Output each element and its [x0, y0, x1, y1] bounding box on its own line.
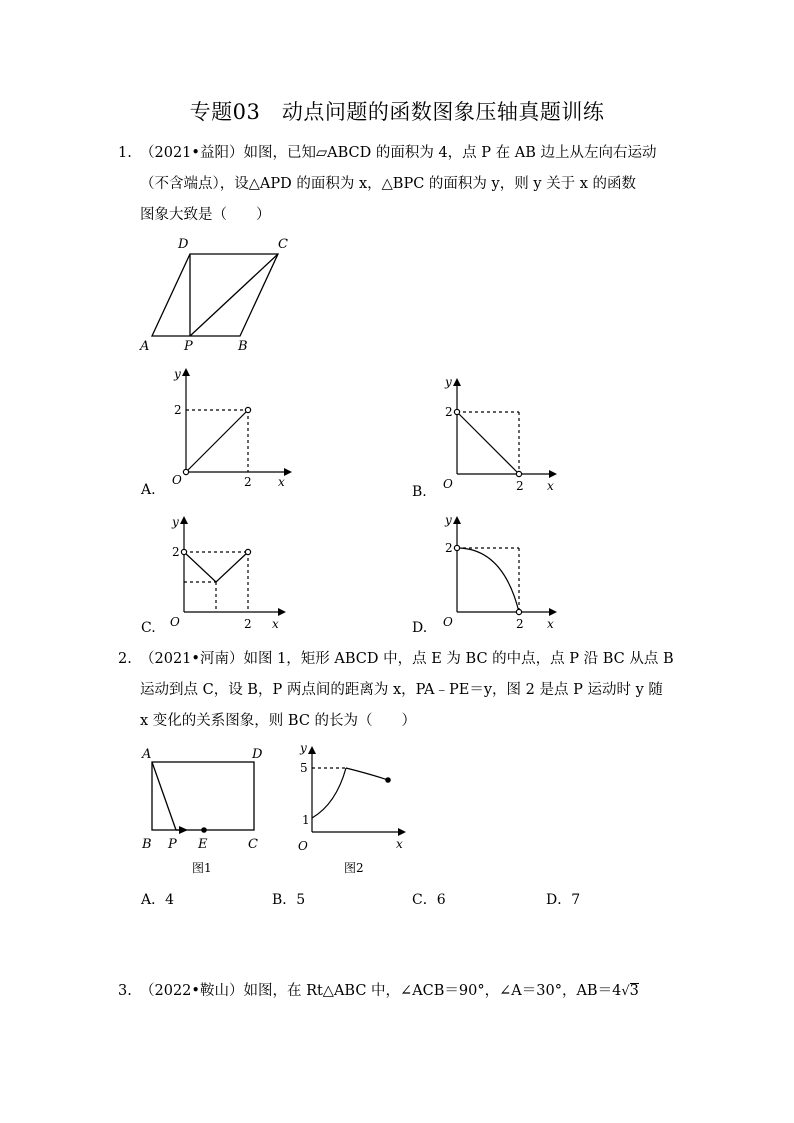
sqrt-symbol: √	[621, 984, 630, 999]
label-p: P	[184, 339, 193, 354]
q3-text: （2022•鞍山）如图，在 Rt△ABC 中，∠ACB＝90°，∠A＝30°，AB＝4	[140, 983, 622, 999]
graph-curve-falling	[346, 768, 388, 780]
x-arrow	[398, 828, 406, 836]
axis-y-label: y	[445, 375, 452, 389]
graph-line	[457, 412, 519, 474]
open-point	[516, 471, 521, 476]
option-a-letter[interactable]: A.	[141, 482, 156, 498]
label-b: B	[142, 837, 152, 852]
y-arrow	[180, 516, 188, 524]
q3-number: 3.	[118, 983, 132, 999]
y-arrow	[453, 516, 461, 524]
p-arrow-icon	[179, 826, 188, 834]
rectangle-abcd	[152, 762, 254, 830]
y-arrow	[308, 746, 316, 754]
q1-line-1: （2021•益阳）如图，已知▱ABCD 的面积为 4，点 P 在 AB 边上从左向右运动	[140, 145, 657, 161]
q2-line-2: 运动到点 C，设 B，P 两点间的距离为 x，PA﹣PE＝y，图 2 是点 P 运动时 y 随	[140, 682, 663, 698]
label-d: D	[178, 237, 189, 252]
page-title: 专题03 动点问题的函数图象压轴真题训练	[189, 100, 605, 124]
open-point	[454, 409, 459, 414]
graph-curve-rising	[312, 768, 346, 818]
x-arrow	[278, 608, 286, 616]
option-b-letter[interactable]: B.	[412, 484, 427, 500]
axis-x-label: x	[272, 617, 279, 631]
option-b-graph[interactable]	[431, 370, 571, 500]
tick-y-2: 2	[445, 405, 453, 419]
axis-x-label: x	[547, 617, 554, 631]
tick-y-5: 5	[300, 761, 308, 775]
open-point	[181, 549, 186, 554]
label-a: A	[140, 339, 150, 354]
q3-line-1	[140, 976, 639, 1007]
q1-parallelogram-figure	[130, 232, 310, 356]
origin-label: O	[443, 615, 453, 629]
q1-line-3: 图象大致是（ ）	[140, 207, 271, 223]
q2-option-c[interactable]: C．6	[412, 892, 446, 908]
label-p: P	[168, 837, 177, 852]
label-e: E	[198, 837, 208, 852]
tick-y-2: 2	[174, 403, 182, 417]
end-point	[385, 777, 391, 783]
axis-y-label: y	[172, 515, 179, 529]
label-c: C	[248, 837, 258, 852]
label-a: A	[142, 747, 152, 762]
open-point	[245, 549, 250, 554]
parallelogram-abcd	[152, 254, 278, 336]
origin-label: O	[170, 615, 180, 629]
q2-option-a[interactable]: A．4	[141, 892, 175, 908]
q2-line-3: x 变化的关系图象，则 BC 的长为（ ）	[140, 713, 417, 729]
fig1-caption: 图1	[192, 861, 212, 875]
tick-y-2: 2	[172, 545, 180, 559]
graph-line	[186, 410, 248, 472]
axis-x-label: x	[278, 475, 285, 489]
tick-y-1: 1	[302, 813, 310, 827]
fig2-caption: 图2	[344, 861, 364, 875]
axis-x-label: x	[396, 837, 403, 851]
option-c-letter[interactable]: C.	[141, 620, 156, 636]
q1-number: 1.	[118, 145, 132, 161]
option-d-letter[interactable]: D.	[412, 620, 428, 636]
x-arrow	[549, 608, 557, 616]
x-arrow	[284, 468, 292, 476]
open-point	[245, 407, 250, 412]
open-point	[183, 469, 188, 474]
axis-y-label: y	[174, 367, 181, 381]
label-b: B	[238, 339, 248, 354]
origin-label: O	[298, 839, 308, 853]
q2-figure-1	[136, 740, 276, 880]
open-point	[516, 609, 521, 614]
q1-line-2: （不含端点），设△APD 的面积为 x，△BPC 的面积为 y，则 y 关于 x 的函数	[140, 176, 637, 192]
option-d-graph[interactable]	[431, 508, 571, 638]
label-d: D	[252, 747, 263, 762]
point-e	[201, 827, 207, 833]
y-arrow	[453, 378, 461, 386]
q2-line-1: （2021•河南）如图 1，矩形 ABCD 中，点 E 为 BC 的中点，点 P 沿 BC 从点 B	[140, 651, 674, 667]
origin-label: O	[172, 473, 182, 487]
tick-x-2: 2	[516, 617, 524, 631]
graph-curve	[457, 548, 519, 612]
label-c: C	[278, 237, 288, 252]
q2-option-d[interactable]: D．7	[546, 892, 581, 908]
option-c-graph[interactable]	[160, 508, 300, 638]
option-a-graph[interactable]	[160, 360, 300, 490]
segment-ap	[152, 762, 176, 830]
q2-option-b[interactable]: B．5	[272, 892, 306, 908]
y-arrow	[182, 368, 190, 376]
segment-cp	[190, 254, 278, 336]
q2-figure-2	[290, 736, 420, 880]
tick-x-2: 2	[244, 475, 252, 489]
axis-x-label: x	[547, 479, 554, 493]
origin-label: O	[443, 477, 453, 491]
tick-y-2: 2	[445, 541, 453, 555]
axis-y-label: y	[445, 513, 452, 527]
tick-x-2: 2	[244, 617, 252, 631]
q2-number: 2.	[118, 651, 132, 667]
tick-x-2: 2	[516, 479, 524, 493]
x-arrow	[549, 470, 557, 478]
graph-line	[184, 552, 248, 582]
sqrt-value: 3	[629, 983, 639, 999]
open-point	[454, 545, 459, 550]
axis-y-label: y	[300, 741, 307, 755]
